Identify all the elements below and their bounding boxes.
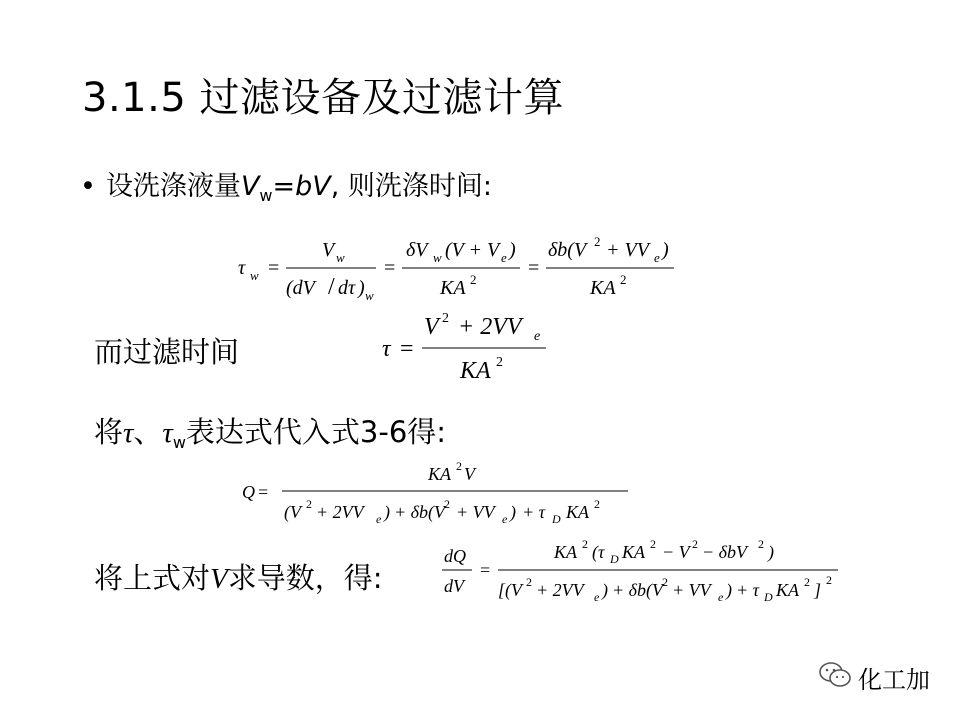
eq4-den-open: [(V — [498, 580, 522, 600]
eq3-den-p1-close: ) — [384, 502, 390, 522]
eq3-den-p2-rest: + VV — [456, 502, 495, 522]
eq4-den-c1: ) — [602, 580, 608, 600]
eq3-den-plus1: + δb(V — [394, 502, 446, 522]
eq3-den-plus2: + τ — [522, 502, 546, 522]
label-sub-suffix: 表达式代入式3-6得: — [185, 415, 447, 449]
eq2-tau: τ — [382, 336, 391, 362]
eq4-den-outer-exp: 2 — [826, 573, 832, 587]
eq4-num-e-exp: 2 — [758, 537, 764, 551]
eq1-eq2: = — [384, 257, 396, 279]
label-sub-prefix: 将 — [94, 415, 124, 449]
eq3-den-p1-e: e — [376, 512, 382, 526]
eq1-num3-close: ) — [662, 239, 669, 261]
eq1-num3: δb(V — [548, 239, 587, 261]
eq1-den1-a: (dV — [286, 277, 315, 299]
eq2-den-exp: 2 — [496, 355, 503, 370]
eq1-tau: τ — [238, 257, 246, 279]
bullet-v2: V — [312, 171, 331, 202]
eq3-den-p2-exp: 2 — [444, 497, 450, 511]
eq3-den-p1: (V — [284, 502, 301, 522]
page-title: 3.1.5 过滤设备及过滤计算 — [82, 75, 564, 121]
eq2-num-e: e — [534, 329, 541, 344]
eq1-num3-rest: + VV — [606, 239, 649, 261]
eq4-dv: dV — [444, 576, 464, 596]
eq4-num-b-sub: D — [610, 552, 619, 566]
equation-filter-time — [376, 310, 576, 390]
eq4-num-c-exp: 2 — [650, 537, 656, 551]
bullet-prefix: 设洗涤液量 — [105, 171, 241, 202]
eq2-num-a: V — [424, 314, 439, 340]
eq1-num2-sub: w — [433, 250, 442, 265]
eq3-num: KA — [428, 464, 452, 484]
eq4-num-a: KA — [554, 542, 578, 562]
eq2-eq: = — [400, 336, 414, 362]
label-deriv-suffix: 求导数，得: — [227, 561, 383, 595]
label-sub-w: w — [172, 433, 186, 452]
eq4-den-c2: ) — [726, 580, 732, 600]
eq1-eq1: = — [268, 257, 280, 279]
eq4-den-close: ] — [814, 580, 822, 600]
label-substitute — [94, 410, 446, 452]
bullet-sub-w: w — [259, 186, 273, 205]
bullet-b: b — [295, 171, 313, 202]
bullet-dot-icon: • — [80, 171, 96, 202]
equation-derivative — [440, 534, 850, 614]
eq3-num-v: V — [464, 464, 475, 484]
eq1-den1-b: dτ — [338, 277, 356, 299]
eq1-den2: KA — [440, 277, 466, 299]
eq2-num-b: + 2VV — [458, 314, 522, 340]
eq4-num-e: − δbV — [702, 542, 748, 562]
bullet-eq: = — [272, 171, 296, 202]
eq1-den1-sub: w — [365, 288, 374, 303]
label-sub-sep: 、 — [133, 415, 163, 449]
eq1-num2-e: e — [501, 250, 507, 265]
eq3-den-p1-exp: 2 — [306, 497, 312, 511]
label-derivative — [94, 556, 383, 597]
eq1-num2: δV — [406, 239, 428, 261]
eq1-den1-slash: / — [328, 274, 335, 300]
eq3-den-p1-rest: + 2VV — [316, 502, 364, 522]
eq1-num1-sub: w — [336, 250, 345, 265]
eq4-den-ka: KA — [776, 580, 800, 600]
eq4-den-e2: e — [718, 590, 724, 604]
eq2-num-exp: 2 — [442, 311, 449, 326]
bullet-var-v: V — [240, 171, 260, 202]
eq3-num-exp: 2 — [456, 459, 462, 473]
eq4-num-close: ) — [768, 542, 774, 562]
watermark — [818, 660, 930, 695]
eq4-dq: dQ — [444, 546, 466, 566]
label-sub-tau2: τ — [162, 417, 173, 449]
eq1-num3-e: e — [654, 250, 660, 265]
eq1-den3-exp: 2 — [620, 272, 627, 287]
eq2-den: KA — [460, 358, 491, 384]
eq3-den-p2-e: e — [502, 512, 508, 526]
eq1-num2-rest: (V + V — [445, 239, 500, 261]
eq3-den-tau-sub: D — [552, 512, 561, 526]
eq3-q: Q — [242, 482, 255, 502]
eq4-den-ka-exp: 2 — [804, 575, 810, 589]
eq4-den-v-exp: 2 — [526, 575, 532, 589]
equation-q — [236, 458, 636, 530]
eq4-num-d: − V — [662, 542, 690, 562]
eq4-num-c: KA — [622, 542, 646, 562]
eq4-den-plus: + δb(V — [612, 580, 664, 600]
eq4-eq: = — [480, 560, 491, 580]
eq4-num-a-exp: 2 — [582, 537, 588, 551]
eq3-den-p2-close: ) — [510, 502, 516, 522]
eq1-eq3: = — [528, 257, 540, 279]
label-filter-time: 而过滤时间 — [94, 335, 240, 369]
eq1-num2-close: ) — [509, 239, 516, 261]
eq4-den-v2-exp: 2 — [662, 575, 668, 589]
eq4-den-e1: e — [594, 590, 600, 604]
eq3-den-ka: KA — [566, 502, 590, 522]
eq1-den2-exp: 2 — [470, 272, 477, 287]
eq3-den-ka-exp: 2 — [594, 497, 600, 511]
eq1-den1-close: ) — [358, 277, 365, 299]
eq1-tau-sub: w — [250, 268, 259, 283]
eq3-eq: = — [258, 482, 269, 502]
label-deriv-var: V — [210, 563, 228, 595]
eq1-num1: V — [322, 239, 335, 261]
watermark-text: 化工加 — [858, 666, 930, 694]
eq1-num3-exp: 2 — [594, 234, 601, 249]
eq1-den3: KA — [590, 277, 616, 299]
wechat-icon — [818, 661, 852, 695]
eq4-den-rest2: + VV — [672, 580, 711, 600]
eq4-num-d-exp: 2 — [692, 537, 698, 551]
eq4-den-rest1: + 2VV — [536, 580, 584, 600]
equation-wash-time — [230, 228, 690, 308]
bullet-wash-volume — [80, 164, 492, 205]
eq4-den-tau-sub: D — [764, 590, 773, 604]
bullet-suffix: , 则洗涤时间: — [330, 171, 493, 202]
label-deriv-prefix: 将上式对 — [94, 561, 211, 595]
label-sub-tau: τ — [123, 417, 134, 449]
eq4-num-b: (τ — [592, 542, 605, 562]
eq4-den-plus2: + τ — [736, 580, 760, 600]
